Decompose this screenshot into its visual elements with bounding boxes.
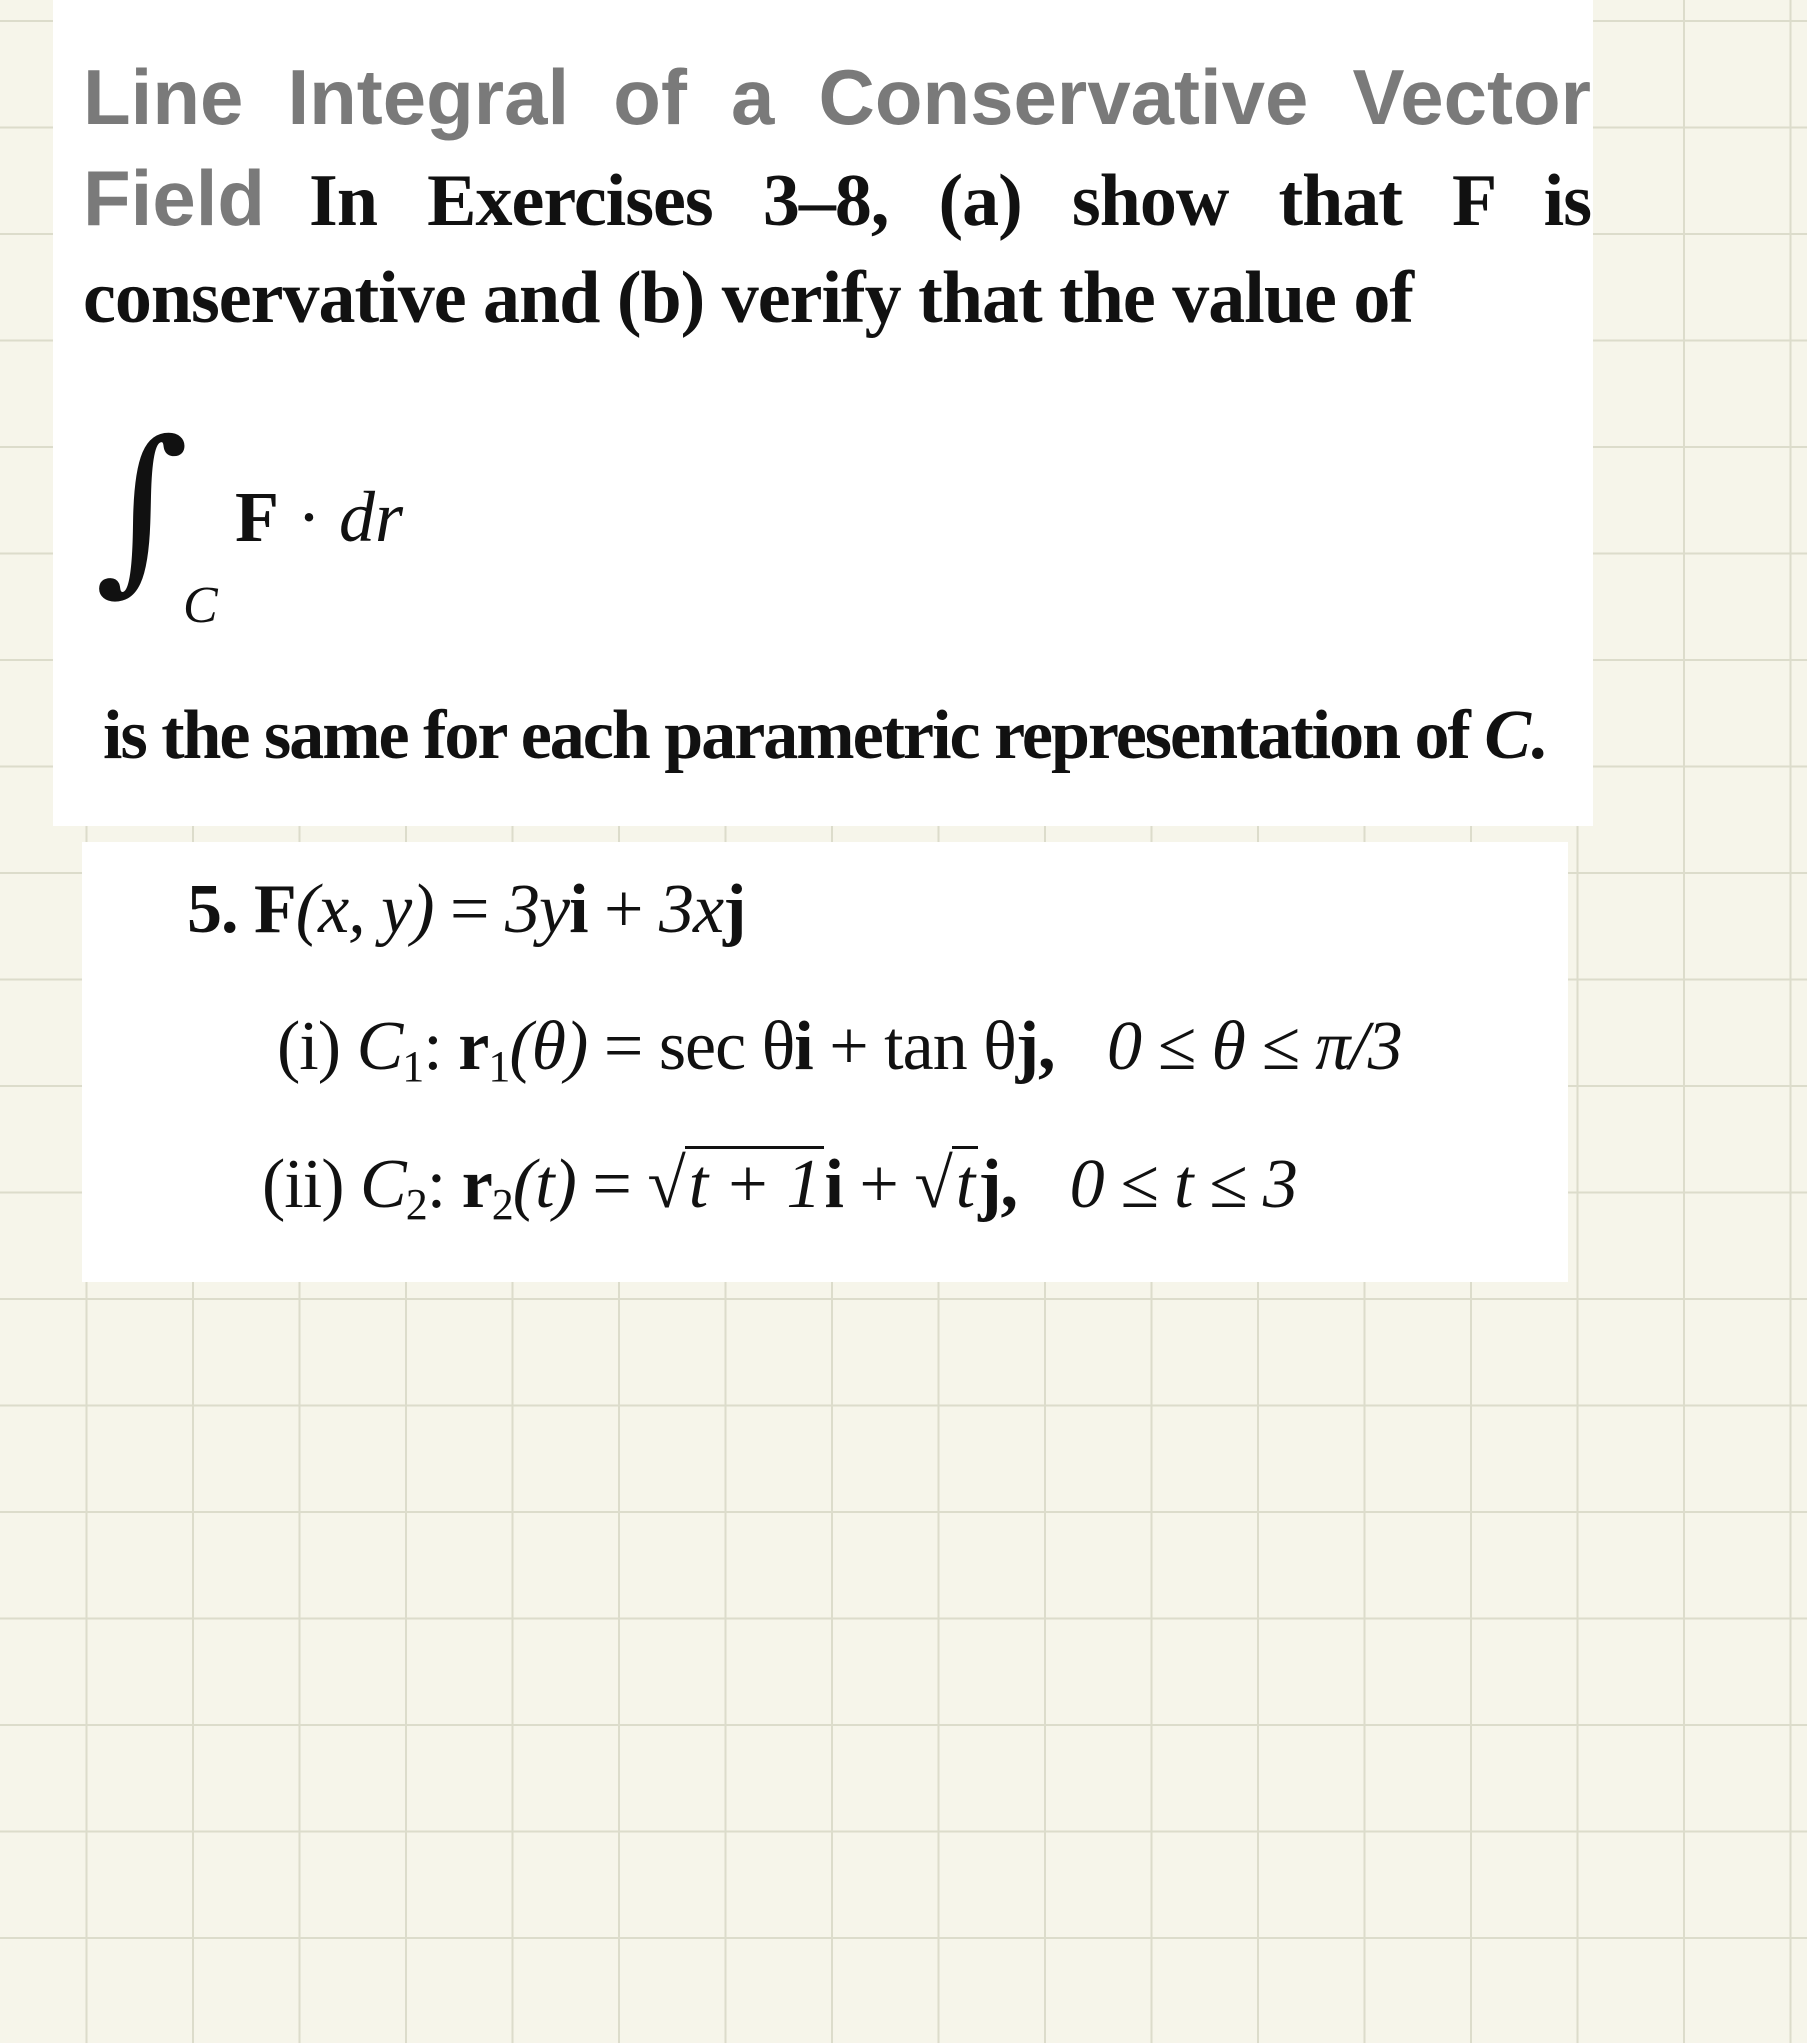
- radicand: t + 1: [685, 1146, 825, 1221]
- square-root-1: [647, 1145, 824, 1225]
- vector-field-symbol: F: [235, 477, 279, 557]
- heading-line-1: [83, 52, 1591, 145]
- differential: dr: [338, 477, 403, 557]
- parameter: (θ): [509, 1008, 588, 1085]
- unit-vector-i: i: [824, 1146, 843, 1223]
- curve-subscript: 1: [402, 1042, 424, 1091]
- equals-sign: =: [603, 1008, 643, 1085]
- instructions-card: [53, 0, 1593, 826]
- position-vector: r: [461, 1146, 492, 1223]
- section-heading: Line Integral of a Conservative Vector: [83, 53, 1591, 141]
- equals-sign: =: [450, 871, 489, 948]
- position-vector: r: [458, 1008, 489, 1085]
- radical-icon: √: [647, 1146, 685, 1223]
- position-vector-subscript: 2: [491, 1180, 513, 1229]
- plus-sign: +: [604, 871, 643, 948]
- instruction-line-2: [83, 153, 1591, 246]
- field-component-1: 3y: [505, 871, 570, 948]
- section-heading-end: Field: [83, 154, 266, 242]
- square-root-2: [914, 1145, 978, 1225]
- period: .: [1529, 697, 1545, 774]
- plus-sign: +: [859, 1146, 898, 1223]
- term-tan: tan θ: [884, 1008, 1016, 1085]
- exercise-statement: [187, 870, 745, 950]
- field-component-2: 3x: [659, 871, 724, 948]
- equals-sign: =: [592, 1146, 631, 1223]
- position-vector-subscript: 1: [488, 1042, 510, 1091]
- line-integral-expression: [95, 403, 595, 634]
- curve-symbol: C: [1484, 697, 1530, 774]
- radicand: t: [952, 1146, 978, 1221]
- unit-vector-j: j,: [978, 1146, 1018, 1223]
- instruction-line-3: [83, 253, 1591, 343]
- exercise-card: [82, 842, 1568, 1282]
- field-name: F: [254, 871, 296, 948]
- colon: :: [423, 1008, 442, 1085]
- parameter-range: 0 ≤ t ≤ 3: [1069, 1146, 1297, 1223]
- radical-icon: √: [914, 1146, 952, 1223]
- integral-sign-icon: ∫: [95, 403, 189, 612]
- colon: :: [426, 1146, 446, 1223]
- unit-vector-i: i: [569, 871, 588, 948]
- dot-product-symbol: ·: [296, 477, 321, 557]
- unit-vector-j: j,: [1015, 1008, 1055, 1085]
- field-args: (x, y): [295, 871, 434, 948]
- part-label: (i): [277, 1008, 341, 1085]
- curve-name: C: [356, 1008, 403, 1085]
- instruction-line-4: [103, 696, 1545, 776]
- unit-vector-j: j: [723, 871, 746, 948]
- term-sec: sec θ: [658, 1008, 795, 1085]
- integral-subscript: C: [183, 577, 218, 634]
- exercise-part-i: [277, 1007, 1402, 1092]
- part-label: (ii): [262, 1146, 344, 1223]
- exercise-part-ii: [262, 1145, 1297, 1230]
- parameter-range: 0 ≤ θ ≤ π/3: [1107, 1008, 1402, 1085]
- plus-sign: +: [829, 1008, 868, 1085]
- parameter: (t): [512, 1146, 576, 1223]
- exercise-number: 5.: [187, 871, 238, 948]
- instruction-conclusion: is the same for each parametric representation of: [103, 697, 1469, 774]
- integrand: [235, 476, 403, 559]
- curve-name: C: [360, 1146, 406, 1223]
- instruction-text-continued: conservative and (b) verify that the value of: [83, 257, 1413, 339]
- instruction-text: In Exercises 3–8, (a) show that F is: [309, 160, 1591, 242]
- unit-vector-i: i: [794, 1008, 813, 1085]
- curve-subscript: 2: [405, 1180, 427, 1229]
